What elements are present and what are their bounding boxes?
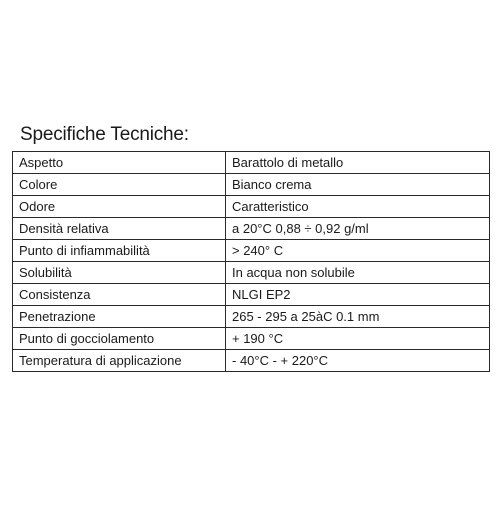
table-row	[13, 196, 490, 218]
property-cell: Punto di gocciolamento	[13, 328, 226, 350]
value-cell: + 190 °C	[226, 328, 490, 350]
value-cell: Barattolo di metallo	[226, 152, 490, 174]
table-row	[13, 306, 490, 328]
value-cell: In acqua non solubile	[226, 262, 490, 284]
page-title: Specifiche Tecniche:	[20, 124, 189, 145]
table-row	[13, 328, 490, 350]
value-cell: a 20°C 0,88 ÷ 0,92 g/ml	[226, 218, 490, 240]
value-cell: Caratteristico	[226, 196, 490, 218]
spec-table	[12, 151, 490, 372]
table-row	[13, 262, 490, 284]
table-row	[13, 218, 490, 240]
value-cell: Bianco crema	[226, 174, 490, 196]
table-row	[13, 284, 490, 306]
property-cell: Aspetto	[13, 152, 226, 174]
property-cell: Colore	[13, 174, 226, 196]
property-cell: Penetrazione	[13, 306, 226, 328]
table-row	[13, 174, 490, 196]
property-cell: Solubilità	[13, 262, 226, 284]
property-cell: Consistenza	[13, 284, 226, 306]
value-cell: 265 - 295 a 25àC 0.1 mm	[226, 306, 490, 328]
table-row	[13, 350, 490, 372]
property-cell: Punto di infiammabilità	[13, 240, 226, 262]
table-row	[13, 152, 490, 174]
table-row	[13, 240, 490, 262]
value-cell: NLGI EP2	[226, 284, 490, 306]
property-cell: Temperatura di applicazione	[13, 350, 226, 372]
value-cell: > 240° C	[226, 240, 490, 262]
property-cell: Odore	[13, 196, 226, 218]
value-cell: - 40°C - + 220°C	[226, 350, 490, 372]
property-cell: Densità relativa	[13, 218, 226, 240]
